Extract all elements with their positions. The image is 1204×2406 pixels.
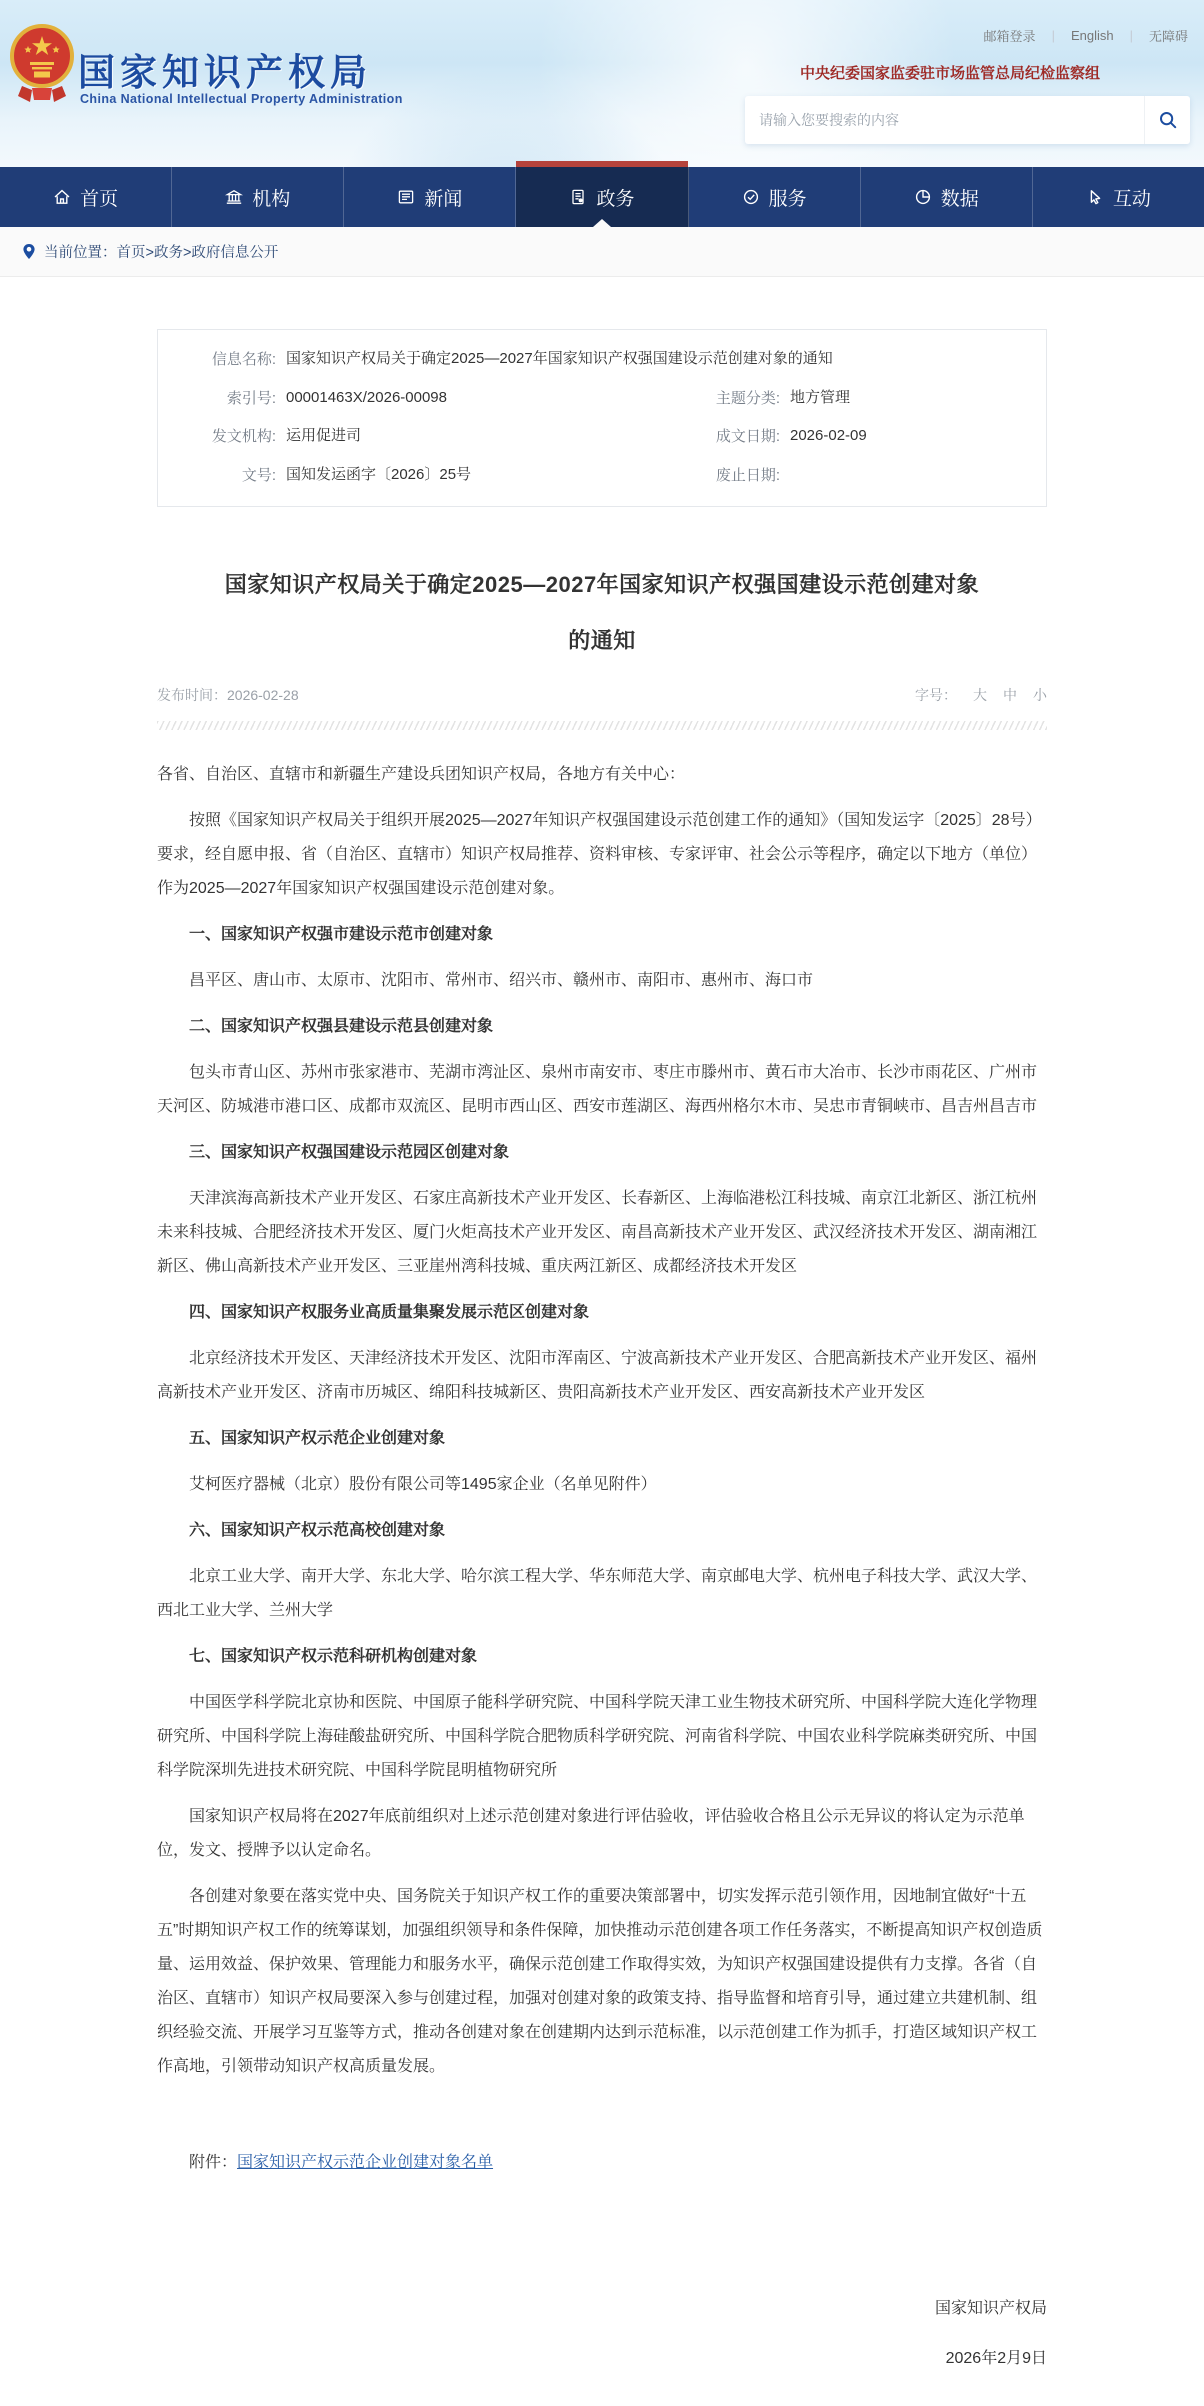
- nav-item-label: 服务: [768, 188, 807, 210]
- article-meta-row: [157, 685, 1047, 705]
- article-paragraph: 各创建对象要在落实党中央、国务院关于知识产权工作的重要决策部署中，切实发挥示范引领作用，因地制宜做好“十五五”时期知识产权工作的统筹谋划，加强组织领导和条件保障，加快推动示范创建各项工作任务落实，不断提高知识产权创造质量、运用效益、保护效果、管理能力和服务水平，确保示范创建工作取得实效，为知识产权强国建设提供有力支撑。各省（自治区、直辖市）知识产权局要深入参与创建过程，加强对创建对象的政策支持、指导监督和培育引导，通过建立共建机制、组织经验交流、开展学习互鉴等方式，推动各创建对象在创建期内达到示范标准，以示范创建工作为抓手，打造区域知识产权工作高地，引领带动知识产权高质量发展。: [157, 1888, 1043, 2075]
- info-category-label: 主题分类:: [715, 389, 780, 407]
- nav-item-home[interactable]: [0, 167, 172, 227]
- nav-item-label: 首页: [80, 188, 119, 210]
- divider: |: [1129, 28, 1133, 43]
- nav-item-label: 互动: [1112, 188, 1151, 210]
- info-repeal-date-label: 废止日期:: [715, 466, 780, 484]
- breadcrumb-bar: [0, 227, 1204, 277]
- section-heading: 五、国家知识产权示范企业创建对象: [189, 1430, 446, 1447]
- national-emblem-icon: [10, 24, 74, 102]
- article-paragraph: 天津滨海高新技术产业开发区、石家庄高新技术产业开发区、长春新区、上海临港松江科技城、南京江北新区、浙江杭州未来科技城、合肥经济技术开发区、厦门火炬高技术产业开发区、南昌高新技术产业开发区、武汉经济技术开发区、湖南湘江新区、佛山高新技术产业开发区、三亚崖州湾科技城、重庆两江新区、成都经济技术开发区: [157, 1190, 1038, 1275]
- section-heading: 一、国家知识产权强市建设示范市创建对象: [189, 926, 494, 943]
- signature-agency: 国家知识产权局: [934, 2300, 1047, 2317]
- location-pin-icon: [22, 243, 36, 260]
- site-title: 国家知识产权局: [78, 52, 372, 93]
- search-button[interactable]: [1144, 96, 1190, 144]
- attachment-label: 附件：: [189, 2154, 238, 2171]
- info-row-docnumber: [158, 456, 1046, 495]
- accessibility-link[interactable]: 无障碍: [1148, 29, 1188, 44]
- publish-time-label: 发布时间：: [157, 687, 227, 703]
- nav-item-data[interactable]: [861, 167, 1033, 227]
- nav-item-institution[interactable]: [172, 167, 344, 227]
- service-icon: [742, 188, 760, 206]
- section-heading: 七、国家知识产权示范科研机构创建对象: [189, 1648, 478, 1665]
- fontsize-small-button[interactable]: 小: [1033, 687, 1047, 703]
- info-written-date-label: 成文日期:: [715, 428, 780, 445]
- article-paragraph: 按照《国家知识产权局关于组织开展2025—2027年知识产权强国建设示范创建工作的通知》（国知发运字〔2025〕28号）要求，经自愿申报、省（自治区、直辖市）知识产权局推荐、资料审核、专家评审、社会公示等程序，确定以下地方（单位）作为2025—2027年国家知识产权强国建设示范创建对象。: [157, 812, 1042, 897]
- nav-item-news[interactable]: [344, 167, 516, 227]
- nav-item-interaction[interactable]: [1033, 167, 1204, 227]
- interaction-icon: [1086, 188, 1104, 206]
- site-logo[interactable]: [10, 24, 74, 102]
- info-name-value: 国家知识产权局关于确定2025—2027年国家知识产权强国建设示范创建对象的通知: [286, 350, 833, 367]
- nav-item-label: 机构: [252, 188, 291, 210]
- nav-item-government[interactable]: [516, 167, 688, 227]
- fontsize-large-button[interactable]: 大: [973, 687, 987, 703]
- search-box: [745, 96, 1190, 144]
- article-paragraph: 北京经济技术开发区、天津经济技术开发区、沈阳市浑南区、宁波高新技术产业开发区、合肥高新技术产业开发区、福州高新技术产业开发区、济南市历城区、绵阳科技城新区、贵阳高新技术产业开发区、西安高新技术产业开发区: [157, 1350, 1038, 1401]
- attachment-line: [157, 2146, 1047, 2180]
- publish-time-value: 2026-02-28: [227, 687, 299, 703]
- divider: |: [1051, 28, 1055, 43]
- mail-login-link[interactable]: 邮箱登录: [983, 29, 1036, 44]
- home-icon: [53, 188, 71, 206]
- article-paragraph: 昌平区、唐山市、太原市、沈阳市、常州市、绍兴市、赣州市、南阳市、惠州市、海口市: [189, 972, 814, 989]
- fontsize-medium-button[interactable]: 中: [1003, 687, 1017, 703]
- signature-date: 2026年2月9日: [945, 2350, 1047, 2367]
- breadcrumb[interactable]: 当前位置：首页>政务>政府信息公开: [44, 245, 279, 261]
- section-heading: 二、国家知识产权强县建设示范县创建对象: [189, 1018, 494, 1035]
- nav-item-service[interactable]: [689, 167, 861, 227]
- data-icon: [914, 188, 932, 206]
- info-doc-number-label: 文号:: [241, 466, 276, 484]
- fontsize-label: 字号：: [915, 687, 957, 703]
- main-area: [0, 277, 1204, 2406]
- site-subtitle: China National Intellectual Property Administration: [80, 92, 403, 106]
- english-link[interactable]: English: [1070, 28, 1114, 43]
- section-heading: 三、国家知识产权强国建设示范园区创建对象: [189, 1144, 510, 1161]
- info-issuer-value: 运用促进司: [286, 427, 362, 444]
- section-heading: 四、国家知识产权服务业高质量集聚发展示范区创建对象: [189, 1304, 590, 1321]
- nav-item-label: 数据: [940, 188, 979, 210]
- info-issuer-label: 发文机构:: [211, 428, 276, 445]
- search-icon: [1158, 110, 1178, 130]
- nav-item-label: 新闻: [424, 188, 463, 210]
- institution-icon: [225, 188, 243, 206]
- info-index-label: 索引号:: [226, 389, 276, 407]
- hatched-divider: [157, 721, 1047, 730]
- article-paragraph: 各省、自治区、直辖市和新疆生产建设兵团知识产权局，各地方有关中心：: [157, 766, 686, 783]
- info-row-name: [158, 340, 1046, 379]
- search-input[interactable]: [745, 112, 1144, 128]
- article-paragraph: 国家知识产权局将在2027年底前组织对上述示范创建对象进行评估验收，评估验收合格且公示无异议的将认定为示范单位，发文、授牌予以认定命名。: [157, 1808, 1025, 1859]
- section-heading: 六、国家知识产权示范高校创建对象: [189, 1522, 446, 1539]
- info-row-issuer: [158, 417, 1046, 456]
- article-body: [157, 758, 1047, 2084]
- header-top-links: [968, 26, 1192, 45]
- article-paragraph: 艾柯医疗器械（北京）股份有限公司等1495家企业（名单见附件）: [189, 1476, 657, 1493]
- publish-time: [157, 685, 299, 705]
- info-name-label: 信息名称:: [211, 351, 276, 368]
- article-paragraph: 中国医学科学院北京协和医院、中国原子能科学研究院、中国科学院天津工业生物技术研究所、中国科学院大连化学物理研究所、中国科学院上海硅酸盐研究所、中国科学院合肥物质科学研究院、河南省科学院、中国农业科学院麻类研究所、中国科学院深圳先进技术研究院、中国科学院昆明植物研究所: [157, 1694, 1038, 1779]
- supervision-group-link[interactable]: 中央纪委国家监委驻市场监管总局纪检监察组: [799, 65, 1100, 82]
- info-written-date-value: 2026-02-09: [790, 427, 867, 444]
- news-icon: [397, 188, 415, 206]
- article-paragraph: 包头市青山区、苏州市张家港市、芜湖市湾沚区、泉州市南安市、枣庄市滕州市、黄石市大冶市、长沙市雨花区、广州市天河区、防城港市港口区、成都市双流区、昆明市西山区、西安市莲湖区、海西州格尔木市、吴忠市青铜峡市、昌吉州昌吉市: [157, 1064, 1038, 1115]
- fontsize-control: [915, 685, 1047, 705]
- info-doc-number-value: 国知发运函字〔2026〕25号: [286, 465, 472, 483]
- nav-item-label: 政务: [596, 188, 635, 210]
- government-icon: [569, 188, 587, 206]
- main-nav: [0, 167, 1204, 227]
- document-info-table: [157, 329, 1047, 507]
- info-row-index: [158, 379, 1046, 418]
- article-paragraph: 北京工业大学、南开大学、东北大学、哈尔滨工程大学、华东师范大学、南京邮电大学、杭州电子科技大学、武汉大学、西北工业大学、兰州大学: [157, 1568, 1038, 1619]
- info-category-value: 地方管理: [790, 388, 851, 406]
- page-title: 国家知识产权局关于确定2025—2027年国家知识产权强国建设示范创建对象的通知: [224, 572, 980, 653]
- signature-block: [157, 2292, 1047, 2406]
- site-header: [0, 0, 1204, 167]
- info-index-value: 00001463X/2026-00098: [286, 388, 447, 406]
- attachment-link[interactable]: 国家知识产权示范企业创建对象名单: [237, 2154, 494, 2171]
